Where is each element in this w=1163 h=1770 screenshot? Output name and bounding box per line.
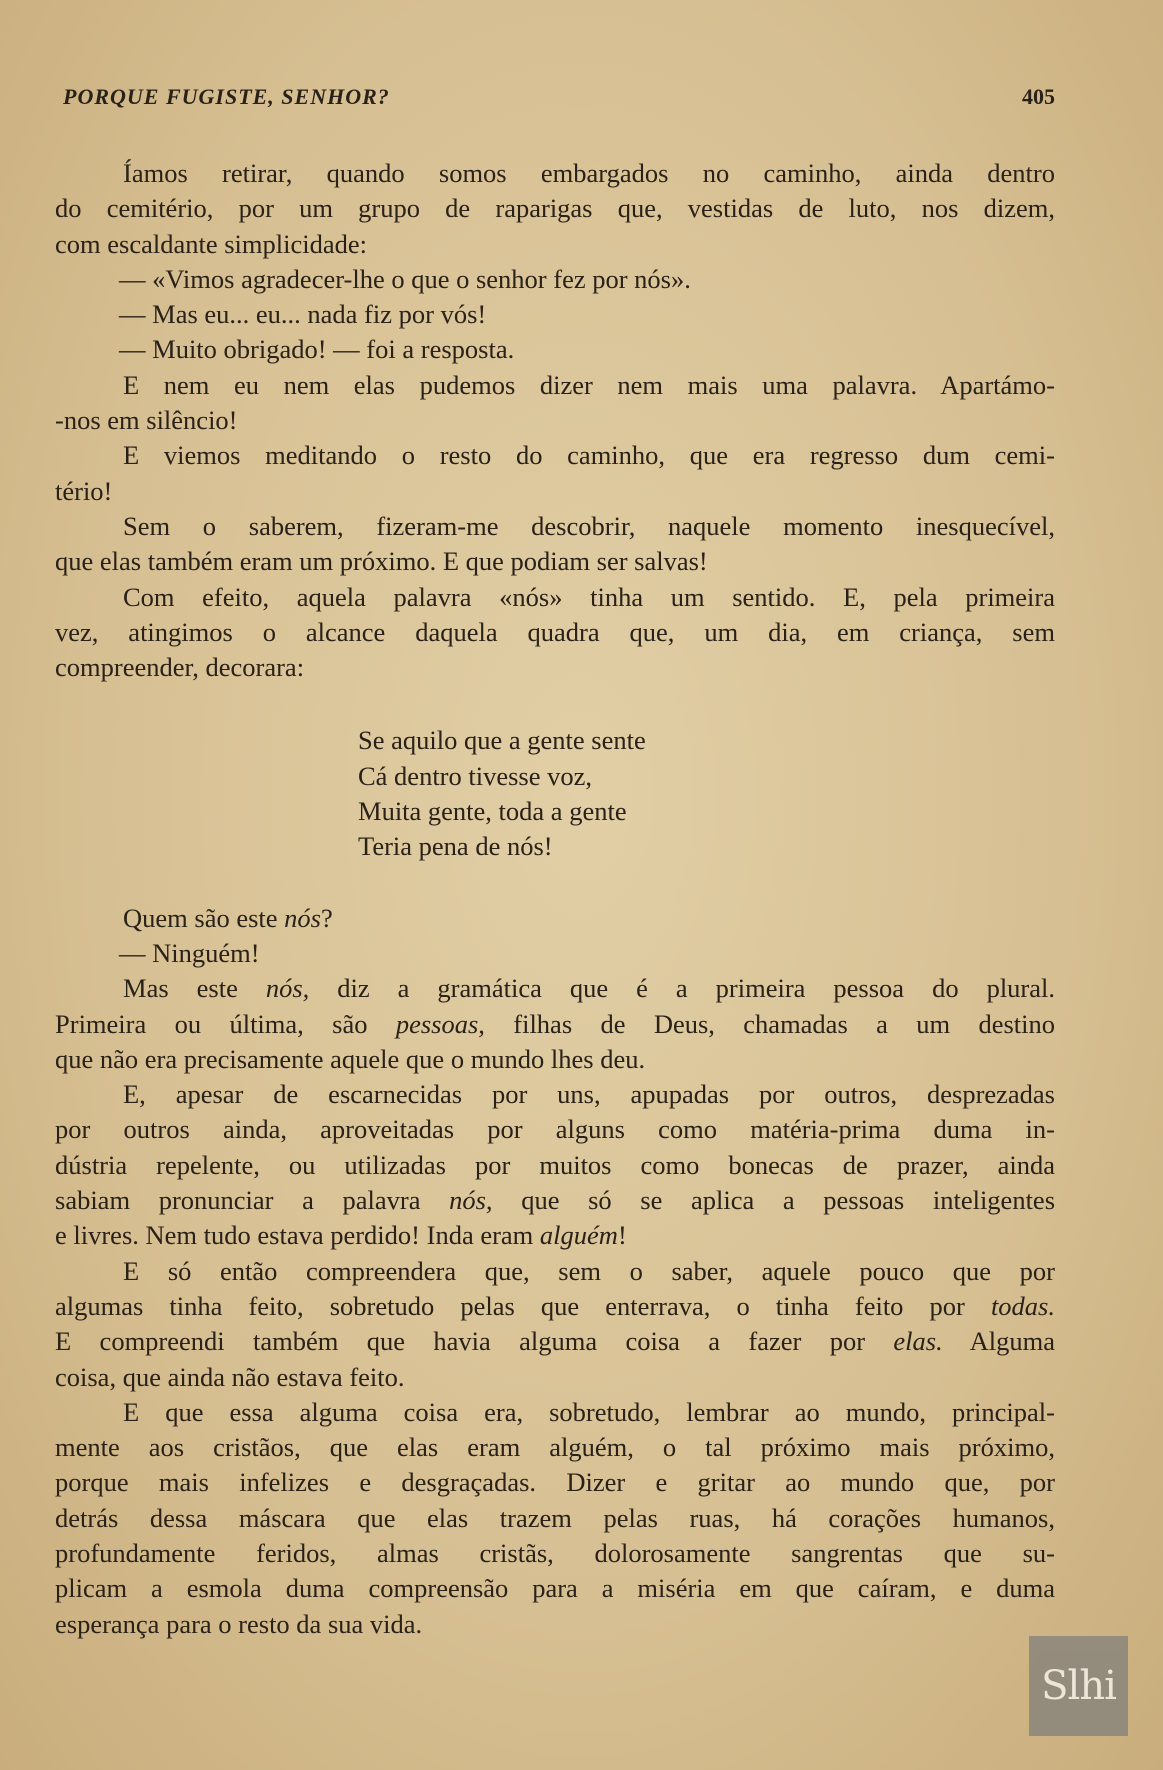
text-line: Mas este nós, diz a gramática que é a primeira pessoa do plural. [123, 973, 1055, 1004]
text-line: por outros ainda, aproveitadas por alguns como matéria-prima duma in- [55, 1114, 1055, 1145]
text-line: E que essa alguma coisa era, sobretudo, lembrar ao mundo, principal- [123, 1396, 1055, 1427]
poem-line: Muita gente, toda a gente [358, 796, 627, 827]
text-line: dústria repelente, ou utilizadas por muitos como bonecas de prazer, ainda [55, 1149, 1055, 1180]
text-line: E nem eu nem elas pudemos dizer nem mais uma palavra. Apartámo- [123, 369, 1055, 400]
text-line: Sem o saberem, fizeram-me descobrir, naquele momento inesquecível, [123, 510, 1055, 541]
question-line: Quem são este nós? [123, 902, 333, 933]
text-line: plicam a esmola duma compreensão para a miséria em que caíram, e duma [55, 1573, 1055, 1604]
poem-line: Se aquilo que a gente sente [358, 725, 646, 756]
running-head: PORQUE FUGISTE, SENHOR? [63, 84, 390, 109]
text-line: Com efeito, aquela palavra «nós» tinha um sentido. E, pela primeira [123, 581, 1055, 612]
text-line: com escaldante simplicidade: [55, 228, 367, 259]
library-watermark-logo: Slhi [1029, 1636, 1128, 1736]
text-line: e livres. Nem tudo estava perdido! Inda eram alguém! [55, 1220, 627, 1251]
text-line: porque mais infelizes e desgraçadas. Dizer e gritar ao mundo que, por [55, 1467, 1055, 1498]
text-line: E compreendi também que havia alguma coisa a fazer por elas. Alguma [55, 1326, 1055, 1357]
text-line: E, apesar de escarnecidas por uns, apupadas por outros, desprezadas [123, 1079, 1055, 1110]
text-line: E só então compreendera que, sem o saber, aquele pouco que por [123, 1255, 1055, 1286]
dialogue-line: — Ninguém! [119, 937, 260, 968]
text-line: do cemitério, por um grupo de raparigas que, vestidas de luto, nos dizem, [55, 193, 1055, 224]
text-line: Íamos retirar, quando somos embargados no caminho, ainda dentro [123, 158, 1055, 188]
text-line: -nos em silêncio! [55, 405, 238, 436]
text-line: que não era precisamente aquele que o mundo lhes deu. [55, 1043, 646, 1074]
text-line: algumas tinha feito, sobretudo pelas que enterrava, o tinha feito por todas. [55, 1290, 1055, 1321]
text-line: que elas também eram um próximo. E que podiam ser salvas! [55, 546, 708, 577]
text-line: Primeira ou última, são pessoas, filhas de Deus, chamadas a um destino [55, 1008, 1055, 1039]
body-text [55, 156, 1055, 1642]
text-line: sabiam pronunciar a palavra nós, que só se aplica a pessoas inteligentes [55, 1185, 1055, 1216]
poem-line: Cá dentro tivesse voz, [358, 760, 593, 791]
text-line: vez, atingimos o alcance daquela quadra que, um dia, em criança, sem [55, 616, 1055, 647]
poem-quatrain [55, 723, 1055, 864]
text-line: compreender, decorara: [55, 652, 305, 683]
dialogue-line: — Mas eu... eu... nada fiz por vós! [119, 299, 487, 330]
text-line: coisa, que ainda não estava feito. [55, 1361, 405, 1392]
page-number: 405 [1022, 84, 1055, 109]
dialogue-line: — «Vimos agradecer-lhe o que o senhor fez por nós». [119, 263, 691, 294]
text-line: detrás dessa máscara que elas trazem pelas ruas, há corações humanos, [55, 1502, 1055, 1533]
text-line: esperança para o resto da sua vida. [55, 1608, 423, 1639]
dialogue-line: — Muito obrigado! — foi a resposta. [119, 334, 515, 365]
text-line: E viemos meditando o resto do caminho, que era regresso dum cemi- [123, 440, 1055, 471]
text-line: profundamente feridos, almas cristãs, dolorosamente sangrentas que su- [55, 1537, 1055, 1568]
poem-line: Teria pena de nós! [358, 831, 553, 862]
text-line: tério! [55, 475, 113, 506]
text-line: mente aos cristãos, que elas eram alguém, o tal próximo mais próximo, [55, 1432, 1055, 1463]
